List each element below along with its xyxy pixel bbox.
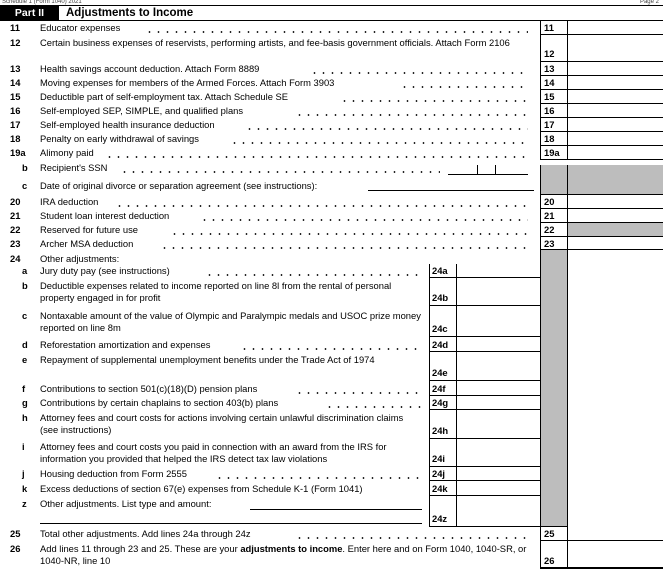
amount-field-12[interactable]	[567, 35, 663, 62]
line-text: Other adjustments:	[40, 253, 120, 264]
line-15	[0, 90, 663, 104]
line-box-label: 24e	[429, 352, 456, 381]
line-box-label: 11	[540, 21, 567, 35]
amount-field-24f[interactable]	[456, 381, 540, 396]
line-number: 21	[10, 210, 21, 221]
line-number: j	[22, 468, 25, 479]
line-24i	[0, 439, 663, 467]
line-text: Self-employed health insurance deduction	[40, 119, 218, 130]
line-box-label: 22	[540, 223, 567, 237]
line-number: 26	[10, 543, 21, 554]
divorce-date-field[interactable]	[368, 180, 534, 191]
line-19c	[0, 179, 663, 193]
line-text: Educator expenses	[40, 22, 123, 33]
amount-field-24g[interactable]	[456, 396, 540, 410]
line-number: k	[22, 483, 28, 494]
line-number: 20	[10, 196, 21, 207]
line-text: Penalty on early withdrawal of savings	[40, 133, 202, 144]
amount-field-16[interactable]	[567, 104, 663, 118]
header-right: Page 2	[639, 0, 659, 5]
line-22	[0, 223, 663, 237]
amount-field-15[interactable]	[567, 90, 663, 104]
line-text: Attorney fees and court costs you paid in connection with an award from the IRS for information you provided that helped the IRS detect tax law violations	[40, 441, 387, 464]
amount-field-20[interactable]	[567, 195, 663, 209]
amount-field-24i[interactable]	[456, 439, 540, 467]
line-box-label: 21	[540, 209, 567, 223]
line-box-label: 24b	[429, 278, 456, 306]
line-box-label: 24a	[429, 264, 456, 278]
line-box-label: 24k	[429, 481, 456, 496]
line-16	[0, 104, 663, 118]
line-number: 23	[10, 238, 21, 249]
line-text: Deductible part of self-employment tax. Attach Schedule SE	[40, 91, 291, 102]
line-number: c	[22, 180, 28, 191]
line-number: 14	[10, 77, 21, 88]
line-text: IRA deduction	[40, 196, 101, 207]
amount-field-24z[interactable]	[456, 496, 540, 527]
amount-field-24k[interactable]	[456, 481, 540, 496]
line-box-label: 24j	[429, 467, 456, 481]
amount-field-11[interactable]	[567, 21, 663, 35]
line-text: Health savings account deduction. Attach Form 8889	[40, 63, 262, 74]
line-box-label: 24h	[429, 410, 456, 439]
amount-field-24j[interactable]	[456, 467, 540, 481]
line-text: Reserved for future use	[40, 224, 141, 235]
line-text: Contributions by certain chaplains to section 403(b) plans	[40, 397, 281, 408]
line-text: Certain business expenses of reservists, performing artists, and fee-basis government officials. Attach Form 2106	[40, 37, 510, 48]
line-text: Student loan interest deduction	[40, 210, 172, 221]
line-text: Self-employed SEP, SIMPLE, and qualified plans	[40, 105, 246, 116]
line-box-label: 18	[540, 132, 567, 146]
line-box-label: 24g	[429, 396, 456, 410]
line-text: Date of original divorce or separation agreement (see instructions):	[40, 180, 318, 191]
amount-field-26[interactable]	[567, 541, 663, 569]
line-number: i	[22, 441, 25, 452]
line-number: 13	[10, 63, 21, 74]
line-box-label: 24i	[429, 439, 456, 467]
amount-field-24d[interactable]	[456, 337, 540, 352]
line-text: Jury duty pay (see instructions)	[40, 265, 173, 276]
line-14	[0, 76, 663, 90]
line-box-label: 16	[540, 104, 567, 118]
line-text: Contributions to section 501(c)(18)(D) pension plans	[40, 383, 260, 394]
line-text-bold: adjustments to income	[240, 543, 343, 554]
line-24e	[0, 352, 663, 381]
line-box-label: 13	[540, 62, 567, 76]
line-box-label: 24d	[429, 337, 456, 352]
line-26	[0, 541, 663, 569]
line-number: f	[22, 383, 26, 394]
amount-field-21[interactable]	[567, 209, 663, 223]
line-box-label: 15	[540, 90, 567, 104]
line-24b	[0, 278, 663, 306]
amount-field-19a[interactable]	[567, 146, 663, 160]
line-17	[0, 118, 663, 132]
line-number: g	[22, 397, 28, 408]
amount-field-24c[interactable]	[456, 306, 540, 337]
line-text: Nontaxable amount of the value of Olympic and Paralympic medals and USOC prize money reported on line 8m	[40, 310, 421, 333]
line-text: Alimony paid	[40, 147, 97, 158]
amount-field-14[interactable]	[567, 76, 663, 90]
line-text: Housing deduction from Form 2555	[40, 468, 190, 479]
line-box-label: 25	[540, 527, 567, 541]
recipient-ssn-field[interactable]	[448, 165, 528, 175]
line-number: b	[22, 280, 28, 291]
line-number: c	[22, 310, 28, 321]
amount-field-17[interactable]	[567, 118, 663, 132]
line-12	[0, 35, 663, 62]
line-number: b	[22, 162, 28, 173]
line-24j	[0, 467, 663, 481]
line-19b	[0, 161, 663, 175]
part-title: Adjustments to Income	[66, 7, 194, 19]
line-text-post: . Enter here and on Form 1040, 1040-SR, or 1040-NR, line 10	[40, 543, 527, 566]
line-23	[0, 237, 663, 251]
line-box-label: 12	[540, 35, 567, 62]
line-24f	[0, 381, 663, 396]
line-18	[0, 132, 663, 146]
line-box-label: 23	[540, 237, 567, 250]
line-text: Attorney fees and court costs for actions involving certain unlawful discrimination claims (see instructions)	[40, 412, 404, 435]
line-text: Other adjustments. List type and amount:	[40, 498, 212, 509]
line-number: h	[22, 412, 28, 423]
amount-field-24e[interactable]	[456, 352, 540, 381]
line-text: Recipient's SSN	[40, 162, 110, 173]
line-number: 25	[10, 528, 21, 539]
line-text: Archer MSA deduction	[40, 238, 136, 249]
line-number: 15	[10, 91, 21, 102]
line-number: 16	[10, 105, 21, 116]
line-13	[0, 62, 663, 76]
line-number: 18	[10, 133, 21, 144]
line-text: Deductible expenses related to income reported on line 8l from the rental of personal property engaged in for profit	[40, 280, 392, 303]
header-left: Schedule 1 (Form 1040) 2021	[2, 0, 82, 5]
line-number: 12	[10, 37, 21, 48]
amount-field-24h[interactable]	[456, 410, 540, 439]
part-badge: Part II	[0, 6, 59, 20]
line-box-label: 26	[540, 541, 567, 569]
line-number: e	[22, 354, 28, 365]
amount-field-18[interactable]	[567, 132, 663, 146]
line-text: Total other adjustments. Add lines 24a through 24z	[40, 528, 254, 539]
line-number: z	[22, 498, 27, 509]
line-box-label: 19a	[540, 146, 567, 160]
other-adjustments-type-field-2[interactable]	[40, 513, 422, 524]
line-25	[0, 527, 663, 541]
line-number: 17	[10, 119, 21, 130]
line-number: a	[22, 265, 28, 276]
line-box-label: 20	[540, 195, 567, 209]
amount-field-13[interactable]	[567, 62, 663, 76]
line-text: Excess deductions of section 67(e) expenses from Schedule K-1 (Form 1041)	[40, 483, 363, 494]
line-box-label: 24f	[429, 381, 456, 396]
line-24a	[0, 264, 663, 278]
line-20	[0, 195, 663, 209]
line-number: 22	[10, 224, 21, 235]
line-number: 19a	[10, 147, 26, 158]
line-21	[0, 209, 663, 223]
line-11	[0, 21, 663, 35]
line-text	[40, 543, 528, 567]
line-number: 24	[10, 253, 21, 264]
line-24h	[0, 410, 663, 439]
line-24k	[0, 481, 663, 496]
amount-field-24a[interactable]	[456, 264, 540, 278]
line-text: Moving expenses for members of the Armed Forces. Attach Form 3903	[40, 77, 337, 88]
line-24g	[0, 396, 663, 410]
line-24d	[0, 337, 663, 352]
amount-field-25[interactable]	[567, 527, 663, 541]
other-adjustments-type-field[interactable]	[250, 499, 422, 510]
part-header	[0, 6, 663, 21]
line-text: Reforestation amortization and expenses	[40, 339, 213, 350]
amount-field-23[interactable]	[567, 237, 663, 250]
line-box-label: 24z	[429, 496, 456, 527]
line-text: Repayment of supplemental unemployment benefits under the Trade Act of 1974	[40, 354, 375, 365]
line-box-label: 24c	[429, 306, 456, 337]
line-number: d	[22, 339, 28, 350]
line-19a	[0, 146, 663, 160]
line-box-label: 17	[540, 118, 567, 132]
line-number: 11	[10, 22, 20, 33]
amount-field-24b[interactable]	[456, 278, 540, 306]
line-box-label: 14	[540, 76, 567, 90]
line-24c	[0, 306, 663, 337]
line-text-pre: Add lines 11 through 23 and 25. These are your	[40, 543, 241, 554]
